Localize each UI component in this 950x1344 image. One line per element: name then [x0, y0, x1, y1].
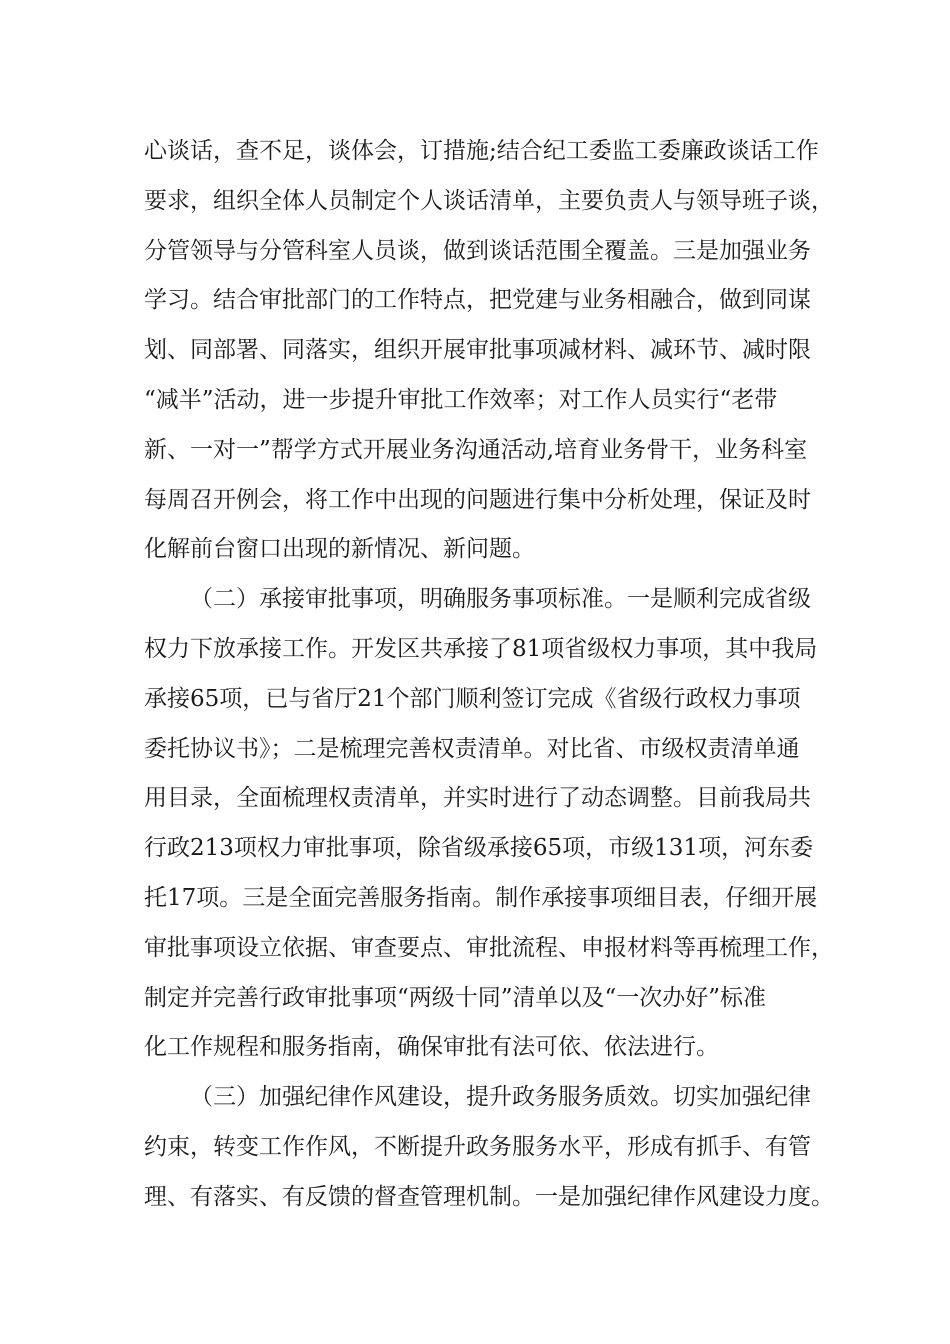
- text-line-first: （三）加强纪律作风建设，提升政务服务质效。切实加强纪律: [190, 1084, 811, 1111]
- text-line: 审批事项设立依据、审查要点、审批流程、申报材料等再梳理工作，: [144, 934, 834, 961]
- text-line: 权力下放承接工作。开发区共承接了81项省级权力事项，其中我局: [144, 635, 818, 662]
- paragraph-3: [144, 1073, 834, 1222]
- paragraph-2: [144, 575, 834, 1073]
- text-line: 理、有落实、有反馈的督查管理机制。一是加强纪律作风建设力度。: [144, 1183, 834, 1210]
- text-line: 分管领导与分管科室人员谈，做到谈话范围全覆盖。三是加强业务: [144, 237, 811, 264]
- text-line: 约束，转变工作作风，不断提升政务服务水平，形成有抓手、有管: [144, 1133, 811, 1160]
- text-line: 新、一对一”帮学方式开展业务沟通活动,培育业务骨干，业务科室: [144, 436, 808, 463]
- text-line: 委托协议书》；二是梳理完善权责清单。对比省、市级权责清单通: [144, 735, 800, 762]
- text-line: 要求，组织全体人员制定个人谈话清单，主要负责人与领导班子谈，: [144, 187, 834, 214]
- text-line: 心谈话，查不足，谈体会，订措施;结合纪工委监工委廉政谈话工作: [144, 138, 819, 164]
- text-line: 托17项。三是全面完善服务指南。制作承接事项细目表，仔细开展: [144, 884, 818, 911]
- text-line: 化工作规程和服务指南，确保审批有法可依、依法进行。: [144, 1034, 719, 1061]
- paragraph-1: [144, 127, 834, 575]
- text-line: “减半”活动，进一步提升审批工作效率；对工作人员实行“老带: [144, 386, 778, 413]
- document-body: [144, 127, 834, 1223]
- text-line-first: （二）承接审批事项，明确服务事项标准。一是顺利完成省级: [190, 586, 811, 613]
- text-line: 用目录，全面梳理权责清单，并实时进行了动态调整。目前我局共: [144, 785, 811, 812]
- text-line: 行政213项权力审批事项，除省级承接65项，市级131项，河东委: [144, 835, 814, 862]
- text-line: 制定并完善行政审批事项“两级十同”清单以及“一次办好”标准: [144, 984, 767, 1011]
- text-line: 学习。结合审批部门的工作特点，把党建与业务相融合，做到同谋: [144, 287, 811, 314]
- text-line: 承接65项，已与省厅21个部门顺利签订完成《省级行政权力事项: [144, 685, 801, 712]
- text-line: 化解前台窗口出现的新情况、新问题。: [144, 536, 535, 563]
- text-line: 划、同部署、同落实，组织开展审批事项减材料、减环节、减时限: [144, 337, 811, 364]
- text-line: 每周召开例会，将工作中出现的问题进行集中分析处理，保证及时: [144, 486, 811, 513]
